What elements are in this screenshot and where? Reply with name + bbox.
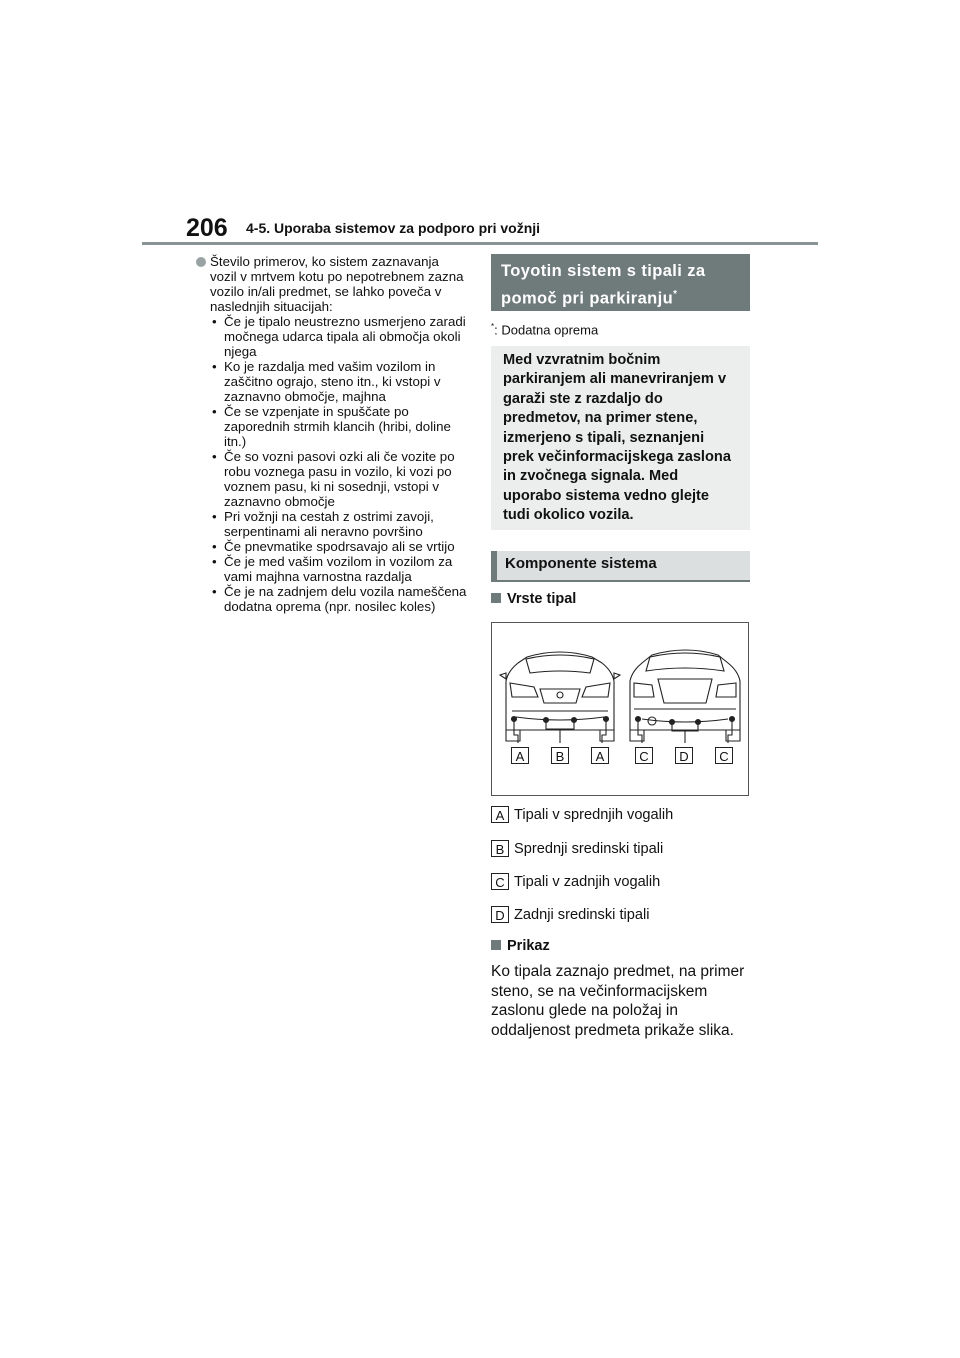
front-car-illustration bbox=[500, 652, 620, 743]
legend-item bbox=[491, 806, 673, 823]
banner-title: Toyotin sistem s tipali za pomoč pri parkiranju bbox=[501, 262, 706, 308]
legend-letter: B bbox=[491, 840, 509, 857]
page-number: 206 bbox=[186, 214, 228, 242]
legend-text: Sprednji sredinski tipali bbox=[514, 840, 664, 857]
lead-paragraph bbox=[196, 254, 468, 314]
components-heading: Komponente sistema bbox=[491, 551, 750, 582]
legend-text: Zadnji sredinski tipali bbox=[514, 906, 650, 923]
left-column bbox=[196, 254, 468, 614]
situation-list bbox=[196, 314, 468, 614]
legend-letter: A bbox=[491, 806, 509, 823]
callout-label: A bbox=[591, 747, 609, 764]
sensor-figure bbox=[491, 622, 749, 796]
legend-letter: C bbox=[491, 873, 509, 890]
list-item: • Pri vožnji na cestah z ostrimi zavoji, serpentinami ali neravno površino bbox=[210, 509, 468, 539]
car-diagram bbox=[492, 623, 748, 795]
list-item: • Ko je razdalja med vašim vozilom in zaščitno ograjo, steno itn., ki vstopi v zaznavno območje, majhna bbox=[210, 359, 468, 404]
callout-label: C bbox=[715, 747, 733, 764]
sensor-types-heading bbox=[491, 591, 576, 607]
callout-label: C bbox=[635, 747, 653, 764]
legend-item bbox=[491, 840, 663, 857]
display-paragraph: Ko tipala zaznajo predmet, na primer steno, se na večinformacijskem zaslonu glede na položaj in oddaljenost predmeta prikaže slika. bbox=[491, 963, 745, 1039]
legend-item bbox=[491, 906, 649, 923]
list-item: • Če so vozni pasovi ozki ali če vozite po robu voznega pasu in vozilo, ki vozi po voznem pasu, ki ni sosednji, vstopi v zaznavno območje bbox=[210, 449, 468, 509]
square-bullet-icon bbox=[491, 593, 501, 603]
info-box: Med vzvratnim bočnim parkiranjem ali manevriranjem v garaži ste z razdaljo do predmetov, na primer stene, izmerjeno s tipali, seznanjeni prek večinformacijskega zaslona in zvočnega signala. Med uporabo sistema vedno glejte tudi okolico vozila. bbox=[491, 346, 750, 530]
circle-bullet-icon bbox=[196, 257, 206, 267]
list-item: • Če je med vašim vozilom in vozilom za vami majhna varnostna razdalja bbox=[210, 554, 468, 584]
section-banner bbox=[491, 254, 750, 311]
display-heading bbox=[491, 938, 550, 954]
lead-text: Število primerov, ko sistem zaznavanja vozil v mrtvem kotu po nepotrebnem zazna vozilo in/ali predmet, se lahko poveča v naslednjih situacijah: bbox=[210, 254, 464, 314]
legend-text: Tipali v zadnjih vogalih bbox=[514, 873, 661, 890]
footnote-text: : Dodatna oprema bbox=[494, 322, 599, 338]
legend-letter: D bbox=[491, 906, 509, 923]
list-item: • Če pnevmatike spodrsavajo ali se vrtijo bbox=[210, 539, 468, 554]
callout-label: B bbox=[551, 747, 569, 764]
legend-item bbox=[491, 873, 660, 890]
sensor-types-title: Vrste tipal bbox=[507, 591, 577, 607]
callout-label: A bbox=[511, 747, 529, 764]
list-item: • Če se vzpenjate in spuščate po zaporednih strmih klancih (hribi, doline itn.) bbox=[210, 404, 468, 449]
display-title: Prikaz bbox=[507, 938, 550, 954]
banner-asterisk: * bbox=[673, 289, 678, 300]
legend-text: Tipali v sprednjih vogalih bbox=[514, 806, 674, 823]
rear-car-illustration bbox=[630, 650, 740, 743]
list-item: • Če je tipalo neustrezno usmerjeno zaradi močnega udarca tipala ali območja okoli njega bbox=[210, 314, 468, 359]
section-title: 4-5. Uporaba sistemov za podporo pri vožnji bbox=[246, 220, 541, 236]
list-item: • Če je na zadnjem delu vozila nameščena dodatna oprema (npr. nosilec koles) bbox=[210, 584, 468, 614]
footnote-asterisk: * bbox=[491, 322, 495, 331]
header-divider bbox=[142, 242, 818, 245]
callout-label: D bbox=[675, 747, 693, 764]
square-bullet-icon bbox=[491, 940, 501, 950]
footnote bbox=[491, 322, 598, 337]
